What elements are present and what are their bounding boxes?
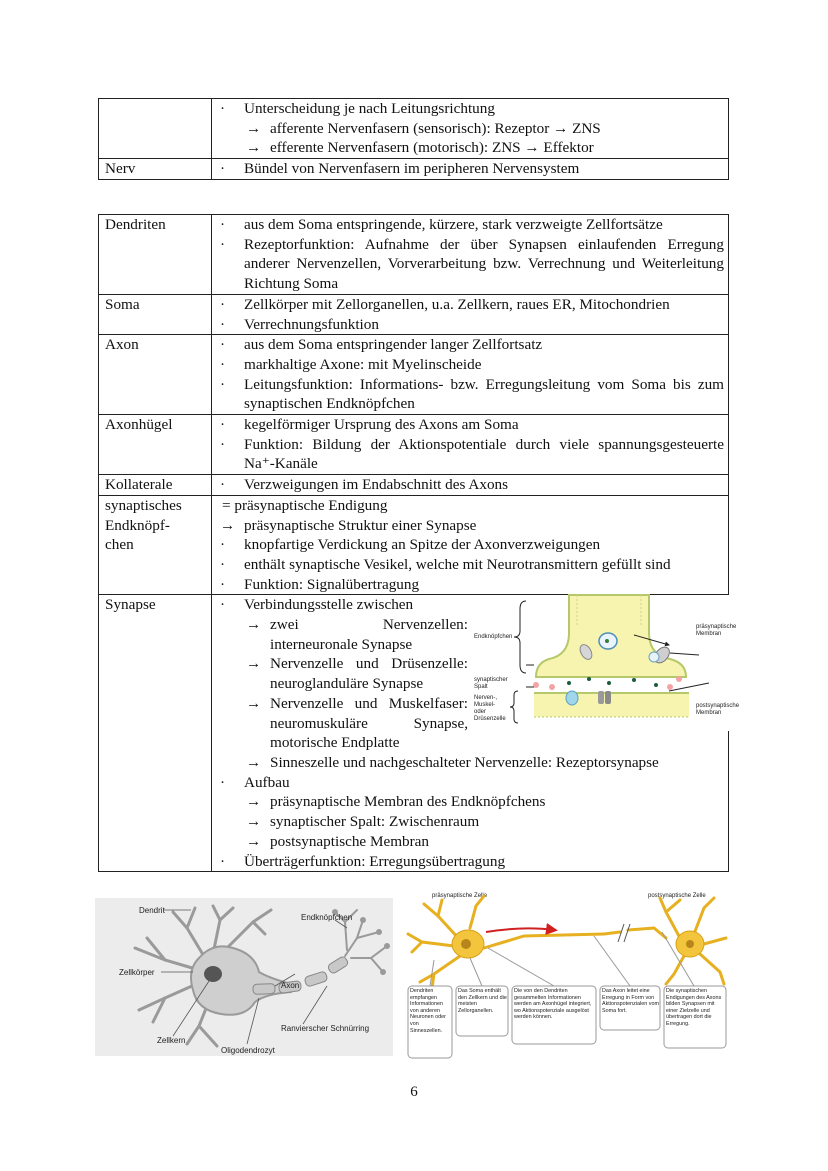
- term-cell: [99, 475, 212, 496]
- desc-line: · Verzweigungen im Endabschnitt des Axons: [220, 476, 509, 494]
- desc-cell: [212, 495, 729, 595]
- desc-line: · markhaltige Axone: mit Myelinscheide: [220, 355, 482, 373]
- desc-cell: [212, 294, 729, 334]
- table-row-synapse: [99, 595, 729, 872]
- term-cell: [99, 495, 212, 595]
- info-box-dendriten: Dendriten empfangen Informationen von anderen Neuronen oder von Sinneszellen.: [410, 988, 446, 1034]
- label-praesyn-membran: präsynaptische Membran: [696, 624, 737, 638]
- term-cell: [99, 215, 212, 295]
- page-number: 6: [410, 1084, 418, 1100]
- table-row: [99, 294, 729, 334]
- desc-line: → Nervenzelle und Muskelfaser: neuromuskuläre Synapse, motorische Endplatte: [246, 694, 468, 752]
- desc-line: → efferente Nervenfasern (motorisch): ZNS → Effektor: [246, 139, 594, 157]
- synapse-diagram: [474, 595, 740, 731]
- term-label: Synapse: [105, 596, 156, 614]
- term-cell: [99, 294, 212, 334]
- signal-transmission-diagram: [404, 890, 732, 1060]
- table-row: [99, 99, 729, 159]
- desc-cell: [212, 215, 729, 295]
- term-cell: [99, 335, 212, 415]
- desc-line: · Verrechnungsfunktion: [220, 315, 379, 333]
- desc-cell: [212, 335, 729, 415]
- desc-cell: [212, 159, 729, 180]
- table-row: [99, 475, 729, 496]
- desc-cell: [212, 415, 729, 475]
- label-zellkoerper: Zellkörper: [119, 968, 155, 977]
- term-label: Axonhügel: [105, 416, 173, 434]
- desc-line: → zwei Nervenzellen: interneuronale Synapse: [246, 616, 468, 653]
- term-cell: [99, 415, 212, 475]
- term-label: Dendriten: [105, 216, 166, 233]
- table-row: [99, 495, 729, 595]
- term-cell: [99, 595, 212, 872]
- desc-line: · enthält synaptische Vesikel, welche mit Neurotransmittern gefüllt sind: [220, 555, 671, 573]
- desc-line: → Nervenzelle und Drüsenzelle: neuroglanduläre Synapse: [246, 655, 468, 693]
- table-row: [99, 415, 729, 475]
- term-cell: [99, 159, 212, 180]
- label-axon: Axon: [281, 981, 300, 990]
- label-postsyn-zelle: postsynaptische Zelle: [648, 893, 706, 899]
- term-label: Nerv: [105, 160, 136, 178]
- desc-line: · Unterscheidung je nach Leitungsrichtung: [220, 100, 495, 117]
- desc-line: · aus dem Soma entspringende, kürzere, stark verzweigte Zellfortsätze: [220, 216, 663, 233]
- term-label: Kollaterale: [105, 476, 173, 494]
- desc-line: · Verbindungsstelle zwischen: [220, 596, 414, 614]
- term-cell: [99, 99, 212, 159]
- info-box-synapse: Die synaptischen Endigungen des Axons bilden Synapsen mit einer Zielzelle und übertragen dort die Erregung.: [666, 988, 722, 1027]
- label-zielzelle: Nerven-, Muskel-oder Drüsenzelle: [474, 695, 506, 723]
- label-endknoepfchen-2: Endknöpfchen: [301, 913, 353, 922]
- info-box-axon: Das Axon leitet eine Erregung in Form von Aktionspotenzialen vom Soma fort.: [602, 988, 659, 1014]
- desc-line: · Rezeptorfunktion: Aufnahme der über Synapsen einlaufenden Erregung anderer Nervenzellen, Vorverarbeitung bzw. Verrechnung und Weiterleitung Richtung Soma: [220, 235, 724, 293]
- desc-cell: [212, 475, 729, 496]
- desc-line: = präsynaptische Endigung: [222, 496, 388, 514]
- desc-line: · Zellkörper mit Zellorganellen, u.a. Zellkern, raues ER, Mitochondrien: [220, 295, 670, 313]
- desc-line: → präsynaptische Membran des Endknöpfchens: [246, 793, 546, 811]
- desc-line: · Funktion: Bildung der Aktionspotentiale durch viele spannungsgesteuerte Na⁺-Kanäle: [220, 435, 724, 473]
- table-row: [99, 215, 729, 295]
- label-zellkern: Zellkern: [157, 1036, 186, 1045]
- desc-line: → postsynaptische Membran: [246, 832, 430, 850]
- label-praesyn-zelle: präsynaptische Zelle: [432, 893, 488, 899]
- desc-line: → synaptischer Spalt: Zwischenraum: [246, 813, 480, 831]
- desc-line: · Aufbau: [220, 773, 290, 791]
- label-spalt: synaptischer Spalt: [474, 677, 508, 691]
- label-ranvier: Ranvierscher Schnürring: [281, 1024, 370, 1033]
- desc-line: · Funktion: Signalübertragung: [220, 575, 420, 593]
- desc-line: · kegelförmiger Ursprung des Axons am Soma: [220, 416, 519, 434]
- desc-line: · Leitungsfunktion: Informations- bzw. Erregungsleitung vom Soma bis zum synaptischen Endknöpfchen: [220, 375, 724, 413]
- label-endknoepfchen: Endknöpfchen: [474, 634, 513, 641]
- table-neuron-parts: [98, 214, 740, 872]
- desc-line: · Überträgerfunktion: Erregungsübertragung: [220, 852, 506, 870]
- term-label: Axon: [105, 336, 139, 354]
- desc-line: → Sinneszelle und nachgeschalteter Nervenzelle: Rezeptorsynapse: [246, 753, 659, 771]
- table-row: [99, 335, 729, 415]
- desc-line: → afferente Nervenfasern (sensorisch): Rezeptor → ZNS: [246, 119, 601, 137]
- table-nervenfasern: [98, 98, 729, 180]
- desc-line: · knopfartige Verdickung an Spitze der Axonverzweigungen: [220, 536, 601, 554]
- desc-line: → präsynaptische Struktur einer Synapse: [220, 516, 477, 534]
- label-dendrit: Dendrit: [139, 906, 165, 915]
- desc-line: · Bündel von Nervenfasern im peripheren Nervensystem: [220, 160, 580, 178]
- desc-cell: [212, 595, 740, 872]
- info-box-soma: Das Soma enthält den Zellkern und die meisten Zellorganellen.: [458, 988, 507, 1014]
- table-row: [99, 159, 729, 180]
- label-oligodendrozyt: Oligodendrozyt: [221, 1046, 275, 1055]
- label-postsyn-membran: postsynaptische Membran: [696, 703, 740, 717]
- info-box-axonhuegel: Die von den Dendriten gesammelten Informationen werden am Axonhügel integriert, wo Aktionspotenziale ausgelöst werden können.: [514, 988, 592, 1021]
- term-label: Soma: [105, 295, 140, 313]
- neuron-diagram: [95, 898, 393, 1056]
- desc-cell: [212, 99, 729, 159]
- term-label: synaptisches Endknöpf-chen: [105, 496, 182, 554]
- desc-line: · aus dem Soma entspringender langer Zellfortsatz: [220, 336, 543, 354]
